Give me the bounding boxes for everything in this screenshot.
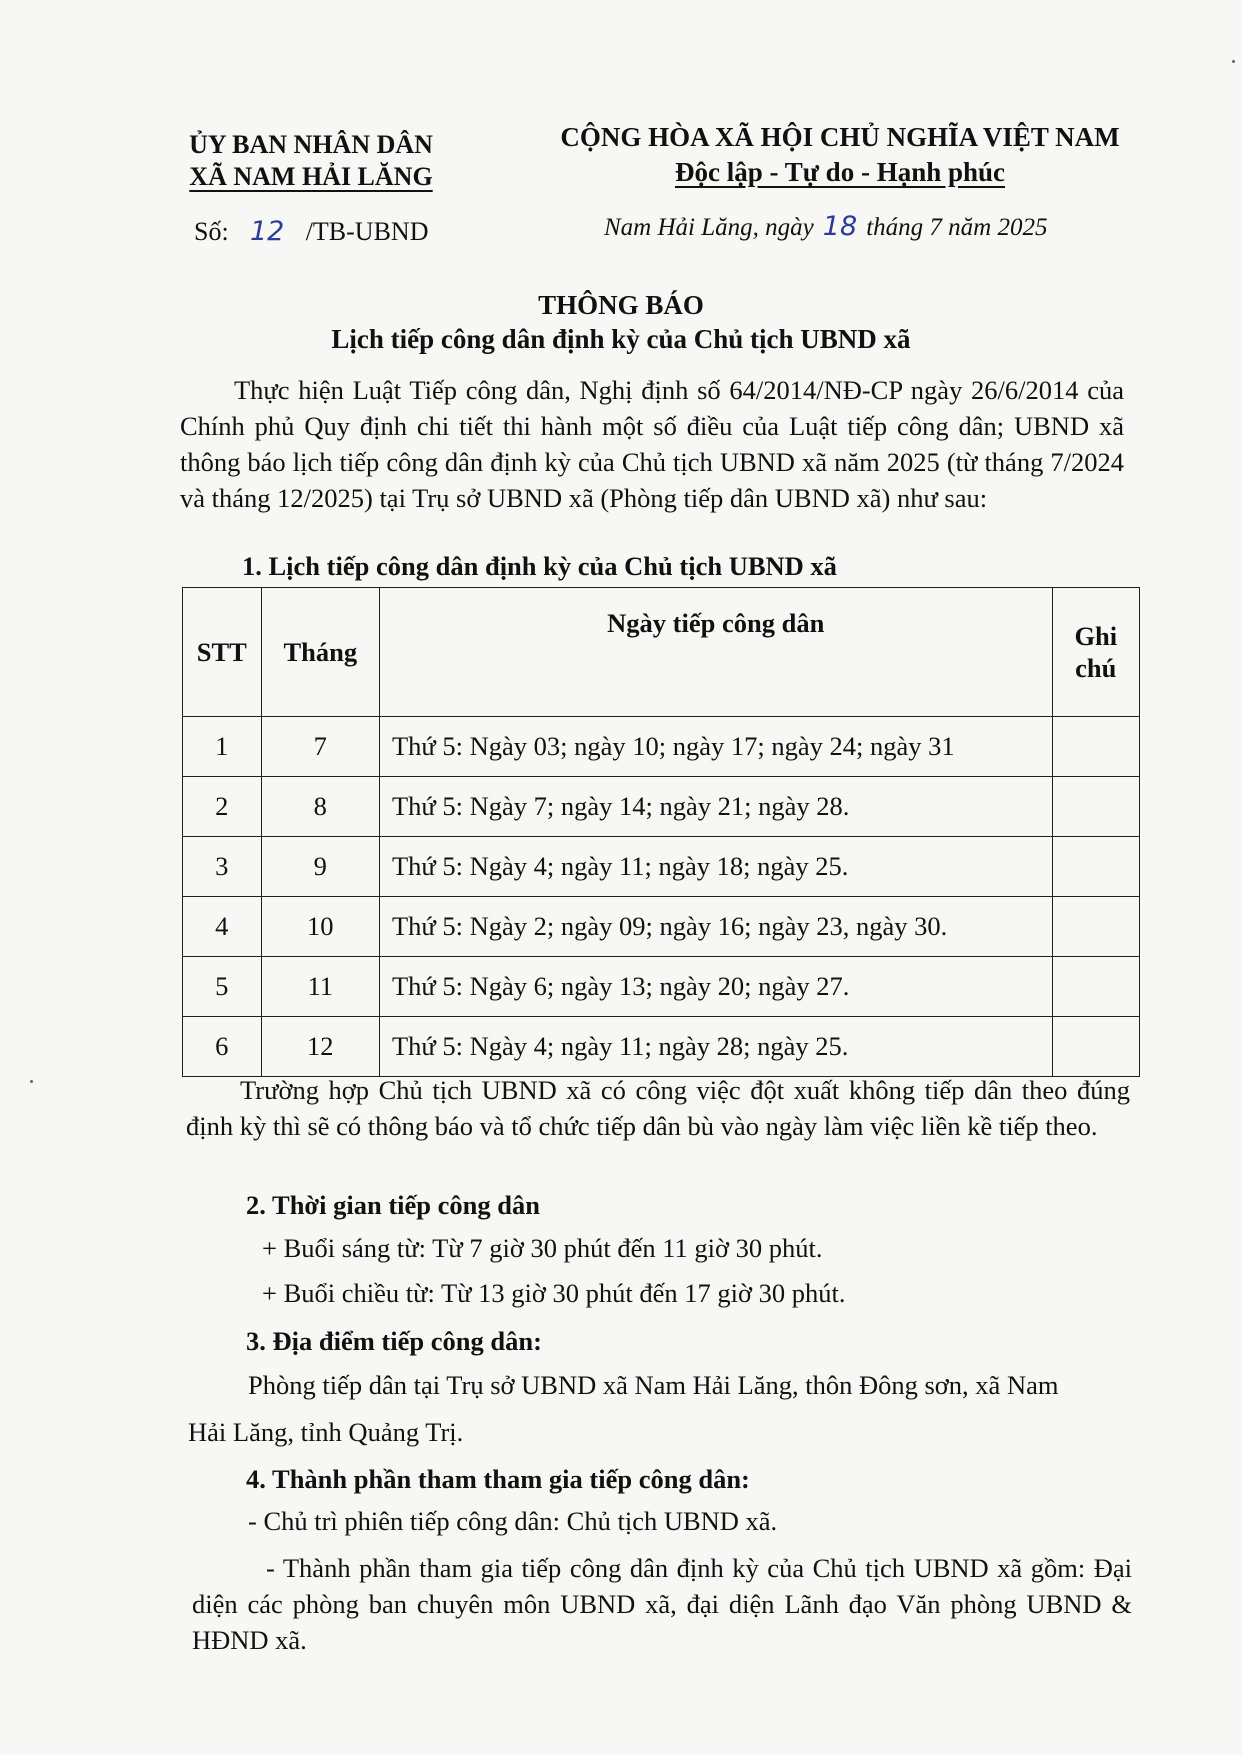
note-text: Trường hợp Chủ tịch UBND xã có công việc đột xuất không tiếp dân theo đúng định kỳ thì sẽ có thông báo và tổ chức tiếp dân bù vào ngày làm việc liền kề tiếp theo. [186, 1075, 1130, 1141]
cell-stt: 3 [183, 837, 262, 897]
morning-hours: + Buổi sáng từ: Từ 7 giờ 30 phút đến 11 giờ 30 phút. [262, 1233, 823, 1263]
place-date [604, 211, 1047, 242]
cell-days: Thứ 5: Ngày 03; ngày 10; ngày 17; ngày 24; ngày 31 [379, 717, 1052, 777]
org-name-line2: XÃ NAM HẢI LĂNG [189, 162, 433, 191]
schedule-table [182, 587, 1140, 1077]
cell-note [1052, 777, 1139, 837]
nation-name: CỘNG HÒA XÃ HỘI CHỦ NGHĨA VIỆT NAM [560, 122, 1120, 152]
header-stt: STT [183, 588, 262, 717]
cell-month: 10 [261, 897, 379, 957]
location-line2: Hải Lăng, tỉnh Quảng Trị. [188, 1417, 464, 1447]
number-handwritten: 12 [250, 216, 285, 247]
table-row [183, 1017, 1140, 1077]
scan-speck [30, 1080, 33, 1083]
cell-days: Thứ 5: Ngày 6; ngày 13; ngày 20; ngày 27. [379, 957, 1052, 1017]
number-prefix: Số: [194, 217, 229, 246]
table-row [183, 777, 1140, 837]
cell-note [1052, 1017, 1139, 1077]
header-note: Ghi chú [1052, 588, 1139, 717]
cell-stt: 5 [183, 957, 262, 1017]
afternoon-hours: + Buổi chiều từ: Từ 13 giờ 30 phút đến 17 giờ 30 phút. [262, 1278, 846, 1308]
header-day: Ngày tiếp công dân [379, 588, 1052, 717]
cell-days: Thứ 5: Ngày 4; ngày 11; ngày 18; ngày 25. [379, 837, 1052, 897]
number-suffix: /TB-UBND [305, 217, 429, 246]
table-header-row [183, 588, 1140, 717]
section2-heading: 2. Thời gian tiếp công dân [246, 1190, 540, 1220]
section4-heading: 4. Thành phần tham tham gia tiếp công dân: [246, 1464, 750, 1494]
note-paragraph [186, 1072, 1130, 1144]
section3-heading: 3. Địa điểm tiếp công dân: [246, 1326, 542, 1356]
cell-month: 8 [261, 777, 379, 837]
table-row [183, 897, 1140, 957]
table-row [183, 957, 1140, 1017]
intro-paragraph [180, 372, 1124, 516]
document-number [194, 216, 428, 247]
cell-days: Thứ 5: Ngày 7; ngày 14; ngày 21; ngày 28. [379, 777, 1052, 837]
cell-stt: 6 [183, 1017, 262, 1077]
participants-paragraph [192, 1550, 1132, 1658]
day-handwritten: 18 [822, 211, 858, 242]
nation-motto: Độc lập - Tự do - Hạnh phúc [674, 157, 1006, 187]
place-date-prefix: Nam Hải Lăng, ngày [604, 214, 814, 241]
org-name-line1: ỦY BAN NHÂN DÂN [189, 130, 433, 159]
cell-note [1052, 717, 1139, 777]
document-subtitle: Lịch tiếp công dân định kỳ của Chủ tịch UBND xã [331, 324, 911, 354]
cell-note [1052, 837, 1139, 897]
cell-stt: 1 [183, 717, 262, 777]
cell-month: 9 [261, 837, 379, 897]
chair-line: - Chủ trì phiên tiếp công dân: Chủ tịch UBND xã. [248, 1506, 778, 1536]
place-date-suffix: tháng 7 năm 2025 [866, 214, 1048, 241]
scan-speck [1232, 60, 1235, 63]
intro-text: Thực hiện Luật Tiếp công dân, Nghị định số 64/2014/NĐ-CP ngày 26/6/2014 của Chính phủ Quy định chi tiết thi hành một số điều của Luật tiếp công dân; UBND xã thông báo lịch tiếp công dân định kỳ của Chủ tịch UBND xã năm 2025 (từ tháng 7/2024 và tháng 12/2025) tại Trụ sở UBND xã (Phòng tiếp dân UBND xã) như sau: [180, 375, 1124, 513]
cell-month: 12 [261, 1017, 379, 1077]
cell-month: 11 [261, 957, 379, 1017]
table-row [183, 837, 1140, 897]
participants-text: - Thành phần tham gia tiếp công dân định kỳ của Chủ tịch UBND xã gồm: Đại diện các phòng ban chuyên môn UBND xã, đại diện Lãnh đạo Văn phòng UBND & HĐND xã. [192, 1553, 1132, 1655]
section1-heading: 1. Lịch tiếp công dân định kỳ của Chủ tịch UBND xã [242, 551, 837, 581]
cell-note [1052, 897, 1139, 957]
cell-stt: 4 [183, 897, 262, 957]
document-title: THÔNG BÁO [538, 290, 704, 320]
table-row [183, 717, 1140, 777]
cell-month: 7 [261, 717, 379, 777]
cell-days: Thứ 5: Ngày 4; ngày 11; ngày 28; ngày 25. [379, 1017, 1052, 1077]
cell-note [1052, 957, 1139, 1017]
header-month: Tháng [261, 588, 379, 717]
cell-stt: 2 [183, 777, 262, 837]
cell-days: Thứ 5: Ngày 2; ngày 09; ngày 16; ngày 23, ngày 30. [379, 897, 1052, 957]
location-line1: Phòng tiếp dân tại Trụ sở UBND xã Nam Hải Lăng, thôn Đông sơn, xã Nam [248, 1370, 1059, 1400]
